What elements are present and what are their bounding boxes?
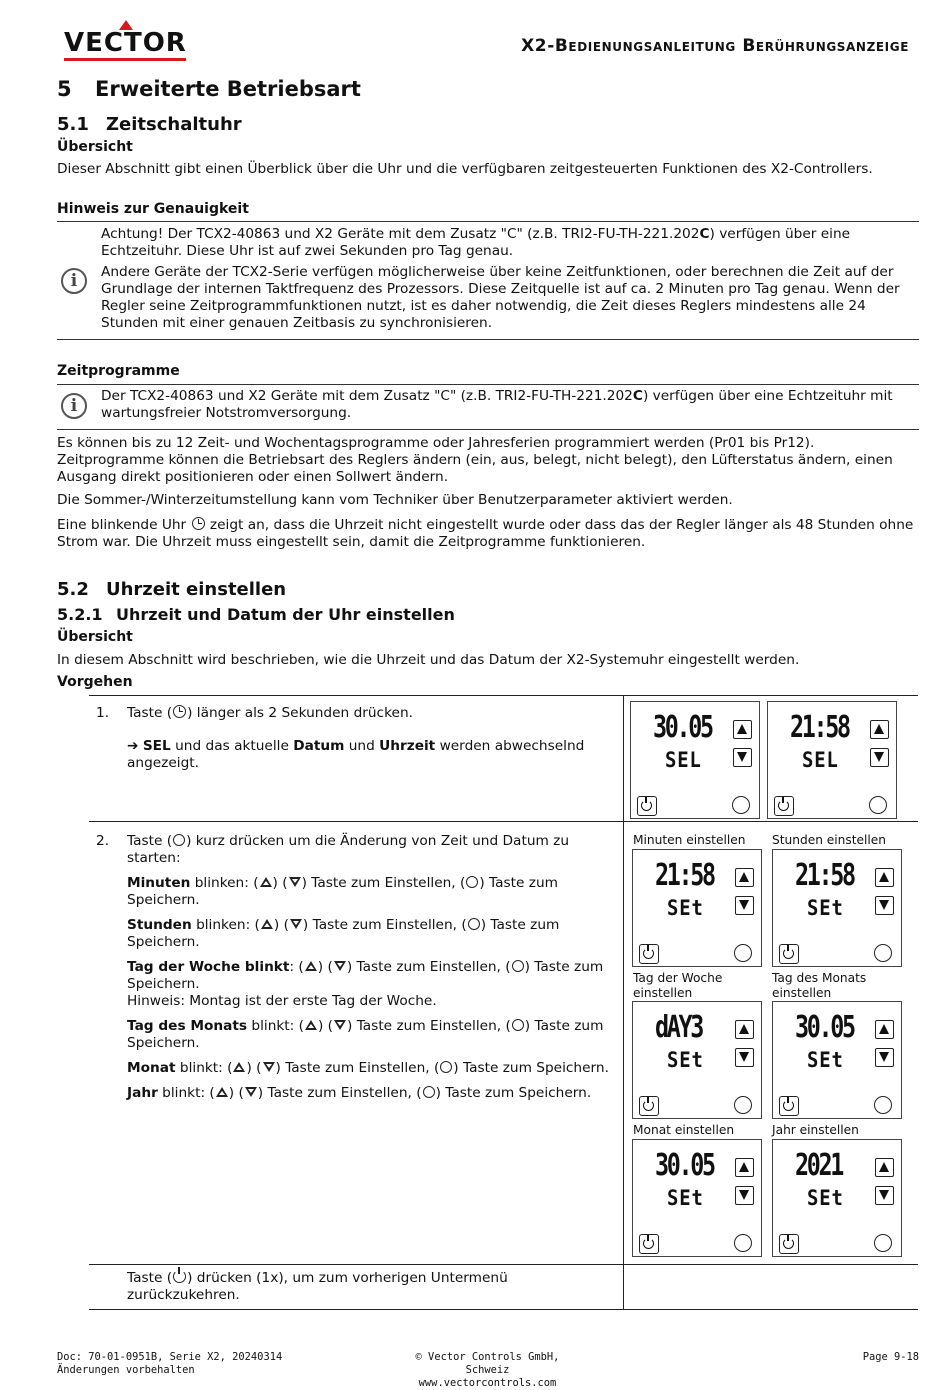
- lcd-bottom-value: SEt: [807, 1048, 844, 1072]
- down-arrow-icon: [737, 752, 747, 762]
- down-arrow-icon: [263, 1062, 275, 1072]
- power-icon: [783, 948, 794, 959]
- lcd-bottom-value: SEt: [667, 896, 704, 920]
- down-arrow-icon: [334, 961, 346, 971]
- power-icon: [783, 1100, 794, 1111]
- programs-text-1: Es können bis zu 12 Zeit- und Wochentagsprogramme oder Jahresferien programmiert werden (Pr01 bis Pr12). Zeitprogramme können die Betriebsart des Reglers ändern (ein, aus, belegt, nicht belegt), den Lüfterstatus ändern, einen Ausgang direkt positionieren oder einen Sollwert ändern.: [57, 435, 893, 485]
- clock-icon: [173, 705, 186, 718]
- down-arrow-icon: [739, 900, 749, 910]
- lcd-top-value: 30.05: [653, 710, 712, 745]
- power-button[interactable]: [779, 1096, 799, 1116]
- up-arrow-icon: [739, 1024, 749, 1034]
- down-arrow-icon: [739, 1052, 749, 1062]
- info-icon: i: [61, 393, 87, 419]
- lcd-bottom-value: SEt: [667, 1186, 704, 1210]
- down-arrow-icon: [879, 900, 889, 910]
- lcd-top-value: 21:58: [655, 858, 714, 893]
- lcd-top-value: 30.05: [655, 1148, 714, 1183]
- up-arrow-icon: [879, 872, 889, 882]
- power-icon: [643, 1238, 654, 1249]
- ok-button[interactable]: [734, 1234, 752, 1252]
- power-button[interactable]: [774, 796, 794, 816]
- up-arrow-icon: [739, 1162, 749, 1172]
- device-caption: Minuten einstellen: [633, 833, 746, 847]
- lcd-top-value: 30.05: [795, 1010, 854, 1045]
- subsection-heading-5-2: 5.2 Uhrzeit einstellen: [57, 579, 287, 600]
- lcd-top-value: 21:58: [795, 858, 854, 893]
- programs-label: Zeitprogramme: [57, 363, 180, 379]
- device-caption: Tag des Monats einstellen: [772, 971, 867, 1000]
- accuracy-note-1: Achtung! Der TCX2-40863 und X2 Geräte mit dem Zusatz "C" (z.B. TRI2-FU-TH-221.202C) verfügen über eine Echtzeituhr. Diese Uhr ist auf zwei Sekunden pro Tag genau.: [101, 226, 851, 259]
- up-arrow-icon: [879, 1024, 889, 1034]
- power-button[interactable]: [779, 1234, 799, 1254]
- vector-logo: [64, 20, 194, 62]
- lcd-top-value: 21:58: [790, 710, 849, 745]
- power-button[interactable]: [639, 1096, 659, 1116]
- up-button[interactable]: [875, 868, 894, 887]
- ok-button[interactable]: [734, 944, 752, 962]
- document-title: X2-Bedienungsanleitung Berührungsanzeige: [521, 36, 909, 56]
- power-icon: [173, 1270, 186, 1283]
- power-button[interactable]: [639, 1234, 659, 1254]
- power-icon: [641, 800, 652, 811]
- lcd-bottom-value: SEL: [665, 748, 702, 772]
- down-button[interactable]: [735, 1048, 754, 1067]
- device-display-minutes: [632, 849, 762, 967]
- down-button[interactable]: [875, 1186, 894, 1205]
- device-caption: Tag der Woche einstellen: [633, 971, 723, 1000]
- power-button[interactable]: [639, 944, 659, 964]
- page-number: Page 9-18: [862, 1351, 919, 1363]
- down-arrow-icon: [879, 1190, 889, 1200]
- section-heading: 5 Erweiterte Betriebsart: [57, 77, 361, 101]
- lcd-top-value: 2021: [795, 1148, 842, 1183]
- step-number: 1.: [96, 705, 110, 721]
- up-arrow-icon: [737, 724, 747, 734]
- ok-circle-icon: [512, 960, 524, 972]
- step-2: Taste ( ) kurz drücken um die Änderung von Zeit und Datum zu starten: Minuten blinken: ( ) ( ) Taste zum Einstellen, ( ) Taste zum Speichern. Stunden blinken: ( ) ( ) Taste zum Einstellen, ( ) Taste zum Speichern. Tag der Woche blinkt: ( ) ( ) Taste zum Einstellen, ( ) Taste zum Speichern. Hinweis: Montag ist der erste Tag der Woche. Tag des Monats blinkt: ( ) ( ) Taste zum Einstellen, ( ) Taste zum Speichern. Monat blinkt: ( ) ( ) Taste zum Einstellen, ( ) Taste zum Speichern. Jahr blinkt: ( ) ( ) Taste zum Einstellen, ( ) Taste zum Speichern.: [127, 833, 609, 1101]
- divider: [57, 221, 919, 222]
- lcd-bottom-value: SEt: [667, 1048, 704, 1072]
- up-arrow-icon: [879, 1162, 889, 1172]
- accuracy-label: Hinweis zur Genauigkeit: [57, 201, 249, 217]
- down-arrow-icon: [290, 919, 302, 929]
- table-rule: [89, 821, 918, 822]
- up-button[interactable]: [875, 1158, 894, 1177]
- divider: [57, 384, 919, 385]
- overview-text: Dieser Abschnitt gibt einen Überblick über die Uhr und die verfügbaren zeitgesteuerten Funktionen des X2-Controllers.: [57, 161, 873, 177]
- ok-button[interactable]: [874, 1234, 892, 1252]
- table-rule: [89, 695, 918, 696]
- down-button[interactable]: [870, 748, 889, 767]
- down-arrow-icon: [245, 1087, 257, 1097]
- table-rule: [89, 1264, 918, 1265]
- up-arrow-icon: [739, 872, 749, 882]
- divider: [57, 339, 919, 340]
- device-display-year: [772, 1139, 902, 1257]
- info-icon: i: [61, 268, 87, 294]
- programs-text-3: Eine blinkende Uhr zeigt an, dass die Uhrzeit nicht eingestellt wurde oder dass das der Regler länger als 48 Stunden ohne Strom war. Die Uhrzeit muss eingestellt sein, damit die Zeitprogramme funktionieren.: [57, 517, 914, 550]
- step-3: Taste ( ) drücken (1x), um zum vorherigen Untermenü zurückzukehren.: [127, 1270, 508, 1303]
- ok-button[interactable]: [874, 1096, 892, 1114]
- down-arrow-icon: [289, 877, 301, 887]
- power-button[interactable]: [779, 944, 799, 964]
- down-arrow-icon: [874, 752, 884, 762]
- power-icon: [643, 948, 654, 959]
- down-button[interactable]: [733, 748, 752, 767]
- up-button[interactable]: [735, 868, 754, 887]
- down-button[interactable]: [875, 1048, 894, 1067]
- up-arrow-icon: [874, 724, 884, 734]
- footer-left: Doc: 70-01-0951B, Serie X2, 20240314 Änderungen vorbehalten: [57, 1351, 283, 1376]
- ok-circle-icon: [173, 834, 185, 846]
- power-icon: [643, 1100, 654, 1111]
- up-button[interactable]: [870, 720, 889, 739]
- ok-circle-icon: [466, 876, 478, 888]
- ok-circle-icon: [468, 918, 480, 930]
- device-display-date: [630, 701, 760, 819]
- device-caption: Monat einstellen: [633, 1123, 735, 1137]
- power-button[interactable]: [637, 796, 657, 816]
- device-caption: Stunden einstellen: [772, 833, 887, 847]
- logo-text: VECTOR: [64, 28, 187, 58]
- down-button[interactable]: [735, 896, 754, 915]
- subsection-heading-5-1: 5.1 Zeitschaltuhr: [57, 114, 242, 135]
- up-button[interactable]: [735, 1158, 754, 1177]
- lcd-bottom-value: SEL: [802, 748, 839, 772]
- procedure-label: Vorgehen: [57, 674, 133, 690]
- device-display-weekday: [632, 1001, 762, 1119]
- down-button[interactable]: [875, 896, 894, 915]
- lcd-bottom-value: SEt: [807, 896, 844, 920]
- ok-button[interactable]: [734, 1096, 752, 1114]
- device-display-month: [632, 1139, 762, 1257]
- programs-note: Der TCX2-40863 und X2 Geräte mit dem Zusatz "C" (z.B. TRI2-FU-TH-221.202C) verfügen über eine Echtzeituhr mit wartungsfreier Notstromversorgung.: [101, 388, 893, 421]
- lcd-bottom-value: SEt: [807, 1186, 844, 1210]
- device-display-time: [767, 701, 897, 819]
- lcd-top-value: dAY3: [655, 1010, 702, 1045]
- divider: [57, 429, 919, 430]
- step-number: 2.: [96, 833, 110, 849]
- overview-label: Übersicht: [57, 629, 133, 645]
- down-arrow-icon: [334, 1020, 346, 1030]
- down-button[interactable]: [735, 1186, 754, 1205]
- device-caption: Jahr einstellen: [772, 1123, 859, 1137]
- device-display-day-of-month: [772, 1001, 902, 1119]
- down-arrow-icon: [879, 1052, 889, 1062]
- ok-button[interactable]: [869, 796, 887, 814]
- down-arrow-icon: [739, 1190, 749, 1200]
- logo-underline: [64, 58, 186, 61]
- overview-text: In diesem Abschnitt wird beschrieben, wie die Uhrzeit und das Datum der X2-Systemuhr eingestellt werden.: [57, 652, 800, 668]
- ok-circle-icon: [423, 1086, 435, 1098]
- device-display-hours: [772, 849, 902, 967]
- footer-center: © Vector Controls GmbH, Schweiz www.vectorcontrols.com: [415, 1351, 560, 1389]
- up-button[interactable]: [875, 1020, 894, 1039]
- overview-label: Übersicht: [57, 139, 133, 155]
- up-button[interactable]: [733, 720, 752, 739]
- up-arrow-icon: [260, 877, 272, 887]
- accuracy-note-2: Andere Geräte der TCX2-Serie verfügen möglicherweise über keine Zeitfunktionen, oder berechnen die Zeit auf der Grundlage der internen Taktfrequenz des Prozessors. Diese Zeitquelle ist auf ca. 2 Minuten pro Tag genau. Wenn der Regler seine Zeitprogrammfunktionen nutzt, ist es daher notwendig, die Zeit dieses Reglers mindestens alle 24 Stunden mit einer genauen Zeitbasis zu synchronisieren.: [101, 264, 900, 331]
- power-icon: [783, 1238, 794, 1249]
- power-icon: [778, 800, 789, 811]
- step-1: Taste ( ) länger als 2 Sekunden drücken. ➔ SEL und das aktuelle Datum und Uhrzeit werden abwechselnd angezeigt.: [127, 705, 585, 771]
- up-arrow-icon: [305, 1020, 317, 1030]
- up-arrow-icon: [305, 961, 317, 971]
- ok-button[interactable]: [732, 796, 750, 814]
- table-column-divider: [623, 695, 624, 1310]
- up-arrow-icon: [216, 1087, 228, 1097]
- subsection-heading-5-2-1: 5.2.1 Uhrzeit und Datum der Uhr einstellen: [57, 605, 455, 624]
- ok-button[interactable]: [874, 944, 892, 962]
- up-arrow-icon: [261, 919, 273, 929]
- ok-circle-icon: [440, 1061, 452, 1073]
- up-arrow-icon: [233, 1062, 245, 1072]
- programs-text-2: Die Sommer-/Winterzeitumstellung kann vom Techniker über Benutzerparameter aktiviert werden.: [57, 492, 733, 508]
- ok-circle-icon: [512, 1019, 524, 1031]
- clock-icon: [192, 517, 205, 530]
- up-button[interactable]: [735, 1020, 754, 1039]
